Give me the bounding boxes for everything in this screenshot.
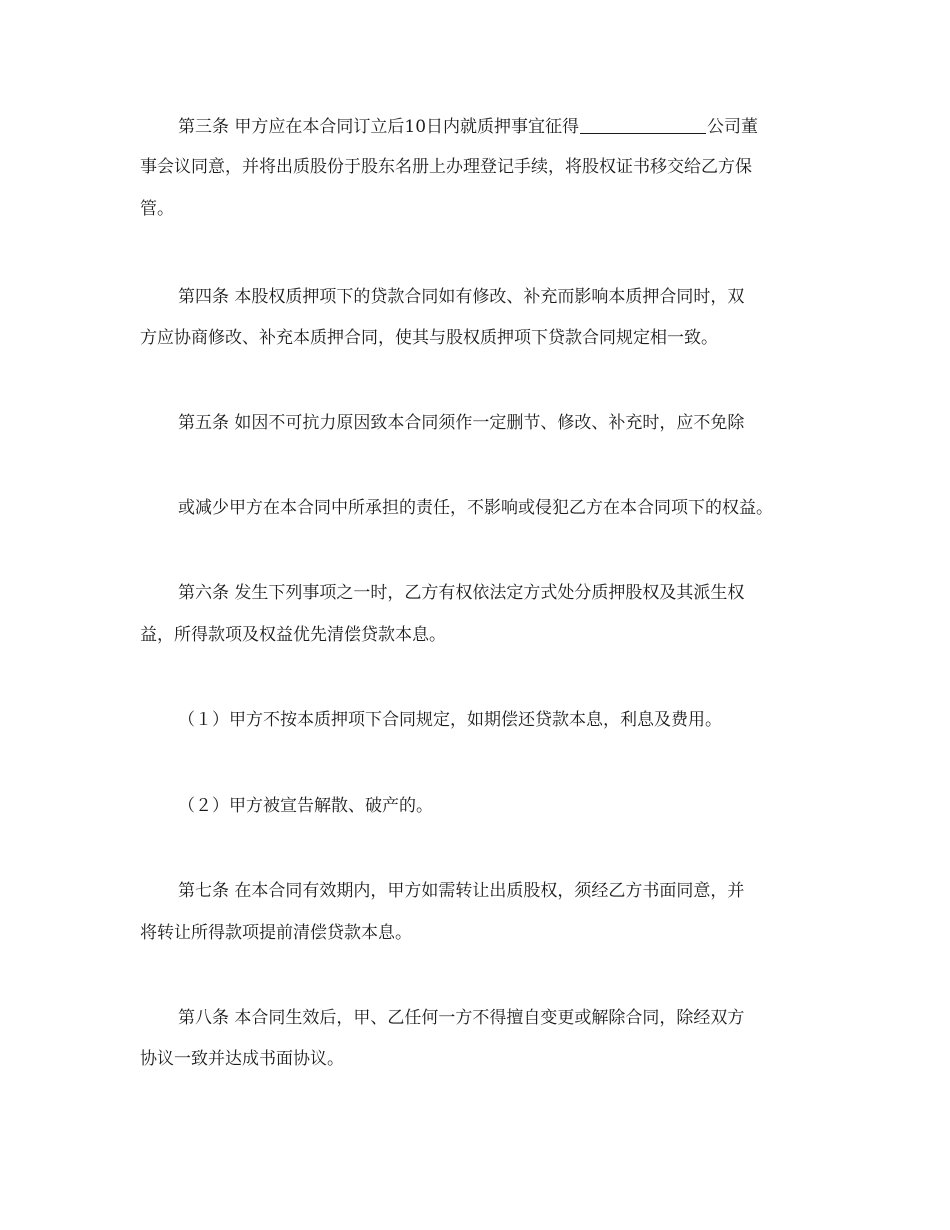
- article-4-line-2: 方应协商修改、补充本质押合同，使其与股权质押项下贷款合同规定相一致。: [140, 328, 718, 348]
- article-6-line-1: 第六条 发生下列事项之一时，乙方有权依法定方式处分质押股权及其派生权: [178, 583, 745, 603]
- article-5-line-1: 第五条 如因不可抗力原因致本合同须作一定删节、修改、补充时，应不免除: [178, 413, 745, 433]
- article-3-line-2: 事会议同意，并将出质股份于股东名册上办理登记手续，将股权证书移交给乙方保: [140, 157, 752, 177]
- fill-in-blank-company[interactable]: [580, 116, 706, 134]
- article-3-text-before-blank: 第三条 甲方应在本合同订立后10日内就质押事宜征得: [178, 117, 580, 137]
- article-8-line-2: 协议一致并达成书面协议。: [140, 1049, 344, 1069]
- article-6-item-1: （１）甲方不按本质押项下合同规定，如期偿还贷款本息，利息及费用。: [178, 710, 722, 730]
- article-8-line-1: 第八条 本合同生效后，甲、乙任何一方不得擅自变更或解除合同，除经双方: [178, 1008, 745, 1028]
- article-7-line-1: 第七条 在本合同有效期内，甲方如需转让出质股权，须经乙方书面同意，并: [178, 881, 745, 901]
- article-3-line-3: 管。: [140, 199, 174, 219]
- article-6-line-2: 益，所得款项及权益优先清偿贷款本息。: [140, 625, 446, 645]
- article-4-line-1: 第四条 本股权质押项下的贷款合同如有修改、补充而影响本质押合同时，双: [178, 287, 745, 307]
- article-6-item-2: （２）甲方被宣告解散、破产的。: [178, 796, 433, 816]
- article-3-line-1: [178, 114, 758, 138]
- article-5-line-2: 或减少甲方在本合同中所承担的责任，不影响或侵犯乙方在本合同项下的权益。: [178, 498, 773, 518]
- article-7-line-2: 将转让所得款项提前清偿贷款本息。: [140, 923, 412, 943]
- article-3-text-after-blank: 公司董: [707, 117, 759, 137]
